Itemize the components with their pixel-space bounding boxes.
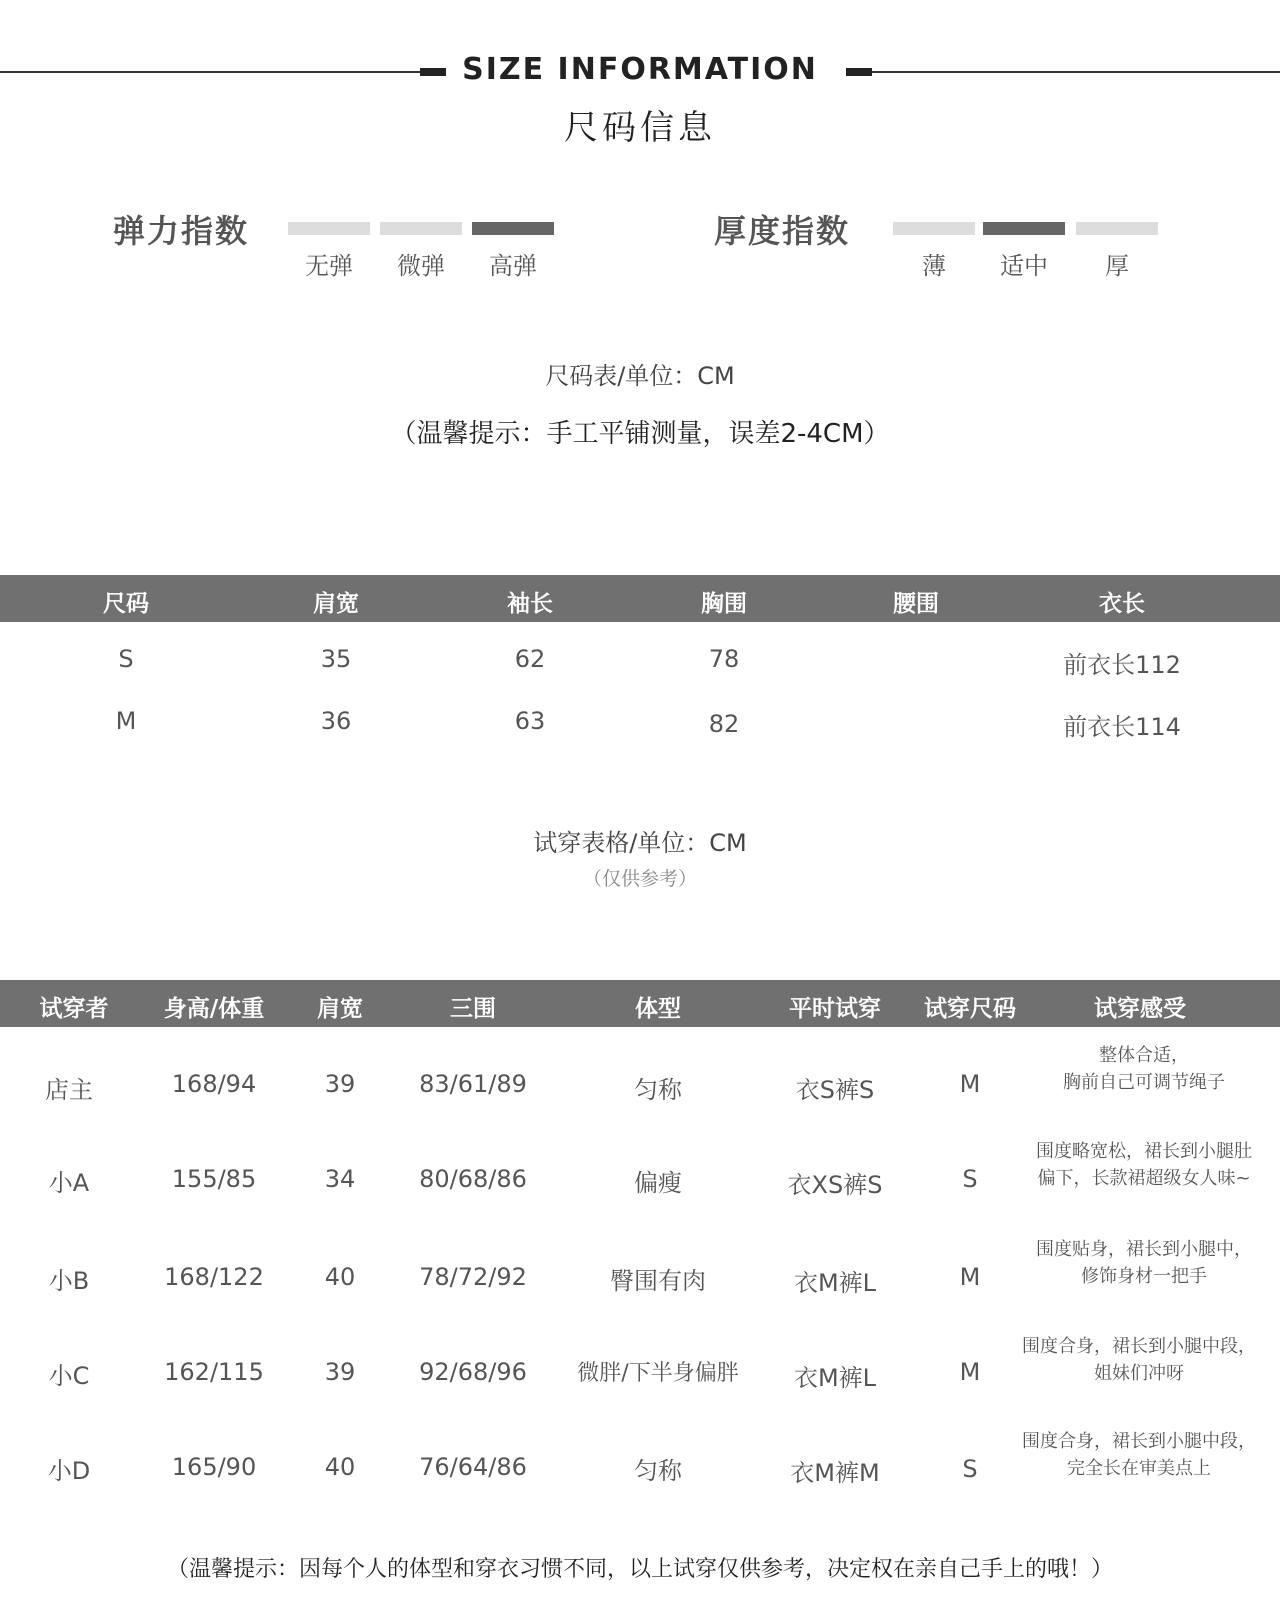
tryon-cell-usual: 衣S裤S [795, 1076, 875, 1104]
tryon-cell-feel-line2: 修饰身材一把手 [1081, 1266, 1207, 1287]
tryon-cell-feel-line1: 围度合身，裙长到小腿中段， [1022, 1431, 1256, 1452]
tryon-cell-shoulder: 39 [324, 1070, 356, 1098]
tryon-cell-name: 店主 [45, 1076, 93, 1104]
size-cell: 35 [320, 645, 352, 673]
tryon-cell-name: 小A [48, 1169, 90, 1197]
tryon-cell-usual: 衣M裤L [793, 1269, 877, 1297]
size-cell: 82 [708, 710, 740, 738]
tryon-cell-name: 小C [48, 1362, 90, 1390]
size-chart-unit: 尺码表/单位：CM [545, 362, 735, 390]
thickness-bar-medium [983, 222, 1065, 235]
tryon-cell-hw: 168/122 [164, 1263, 264, 1291]
size-cell: M [115, 707, 137, 735]
tryon-cell-hw: 162/115 [164, 1358, 264, 1386]
thickness-label-medium: 适中 [1000, 252, 1048, 280]
tryon-cell-feel-line2: 完全长在审美点上 [1067, 1458, 1211, 1479]
tryon-cell-shoulder: 34 [324, 1165, 356, 1193]
size-header-shoulder: 肩宽 [313, 591, 359, 617]
tryon-cell-body: 臀围有肉 [610, 1267, 706, 1295]
tryon-cell-body: 匀称 [634, 1457, 682, 1485]
thickness-bar-thin [893, 222, 975, 235]
size-cell: 62 [514, 645, 546, 673]
tryon-header-feel: 试穿感受 [1094, 996, 1186, 1022]
elasticity-label-none: 无弹 [305, 252, 353, 280]
tryon-cell-size: S [962, 1165, 978, 1193]
tryon-cell-bwh: 83/61/89 [419, 1070, 527, 1098]
tryon-header-hw: 身高/体重 [163, 996, 265, 1022]
elasticity-bar-slight [380, 222, 462, 235]
size-cell: 78 [708, 645, 740, 673]
size-header-sleeve: 袖长 [507, 591, 553, 617]
tryon-header-name: 试穿者 [39, 996, 109, 1022]
size-cell: 63 [514, 707, 546, 735]
size-header-size: 尺码 [103, 591, 149, 617]
tryon-cell-shoulder: 39 [324, 1358, 356, 1386]
elasticity-label-high: 高弹 [489, 252, 537, 280]
footer-tip: （温馨提示：因每个人的体型和穿衣习惯不同，以上试穿仅供参考，决定权在亲自己手上的哦！） [166, 1557, 1113, 1582]
tryon-cell-feel-line2: 姐妹们冲呀 [1094, 1363, 1184, 1384]
thickness-bar-thick [1076, 222, 1158, 235]
elasticity-label-slight: 微弹 [397, 252, 445, 280]
tryon-cell-usual: 衣M裤M [790, 1459, 880, 1487]
thickness-label-thin: 薄 [922, 252, 946, 280]
tryon-header-bwh: 三围 [450, 996, 496, 1022]
size-header-chest: 胸围 [701, 591, 747, 617]
tryon-cell-body: 微胖/下半身偏胖 [577, 1361, 739, 1386]
tryon-cell-feel-line1: 围度贴身，裙长到小腿中， [1036, 1239, 1252, 1260]
thickness-title: 厚度指数 [714, 212, 851, 250]
tryon-cell-size: S [962, 1455, 978, 1483]
tryon-cell-hw: 168/94 [171, 1070, 257, 1098]
tryon-cell-bwh: 80/68/86 [419, 1165, 527, 1193]
elasticity-bar-none [288, 222, 370, 235]
tryon-cell-hw: 155/85 [171, 1165, 257, 1193]
tryon-cell-shoulder: 40 [324, 1453, 356, 1481]
tryon-cell-size: M [959, 1358, 981, 1386]
tryon-chart-subtitle: （仅供参考） [582, 868, 697, 890]
tryon-header-usual: 平时试穿 [789, 996, 881, 1022]
tryon-cell-feel-line1: 围度合身，裙长到小腿中段， [1022, 1336, 1256, 1357]
title-english: SIZE INFORMATION [462, 52, 818, 87]
tryon-cell-feel-line1: 整体合适， [1099, 1045, 1189, 1066]
elasticity-bar-high [472, 222, 554, 235]
tryon-cell-usual: 衣M裤L [793, 1364, 877, 1392]
tryon-cell-feel-line2: 偏下，长款裙超级女人味~ [1037, 1168, 1251, 1189]
size-chart-tip: （温馨提示：手工平铺测量，误差2-4CM） [390, 419, 890, 449]
title-chinese: 尺码信息 [564, 108, 716, 148]
tryon-cell-name: 小D [47, 1457, 91, 1485]
tryon-cell-shoulder: 40 [324, 1263, 356, 1291]
tryon-cell-bwh: 78/72/92 [419, 1263, 527, 1291]
tryon-header-size: 试穿尺码 [924, 996, 1016, 1022]
tryon-header-shoulder: 肩宽 [317, 996, 363, 1022]
tryon-cell-hw: 165/90 [171, 1453, 257, 1481]
tryon-chart-unit: 试穿表格/单位：CM [533, 829, 747, 857]
tryon-cell-usual: 衣XS裤S [787, 1171, 883, 1199]
size-header-waist: 腰围 [893, 591, 939, 617]
tryon-cell-body: 偏瘦 [634, 1169, 682, 1197]
tryon-cell-size: M [959, 1070, 981, 1098]
elasticity-title: 弹力指数 [113, 212, 250, 250]
tryon-cell-bwh: 92/68/96 [419, 1358, 527, 1386]
tryon-header-body: 体型 [635, 996, 681, 1022]
tryon-cell-feel-line1: 围度略宽松，裙长到小腿肚 [1036, 1141, 1252, 1162]
tryon-cell-feel-line2: 胸前自己可调节绳子 [1063, 1072, 1225, 1093]
thickness-label-thick: 厚 [1105, 252, 1129, 280]
size-cell: 前衣长112 [1063, 651, 1181, 679]
size-cell: S [118, 645, 134, 673]
size-cell: 36 [320, 707, 352, 735]
size-cell: 前衣长114 [1063, 713, 1181, 741]
tryon-cell-name: 小B [48, 1267, 90, 1295]
tryon-cell-size: M [959, 1263, 981, 1291]
size-header-length: 衣长 [1099, 591, 1145, 617]
tryon-cell-body: 匀称 [634, 1076, 682, 1104]
tryon-cell-bwh: 76/64/86 [419, 1453, 527, 1481]
